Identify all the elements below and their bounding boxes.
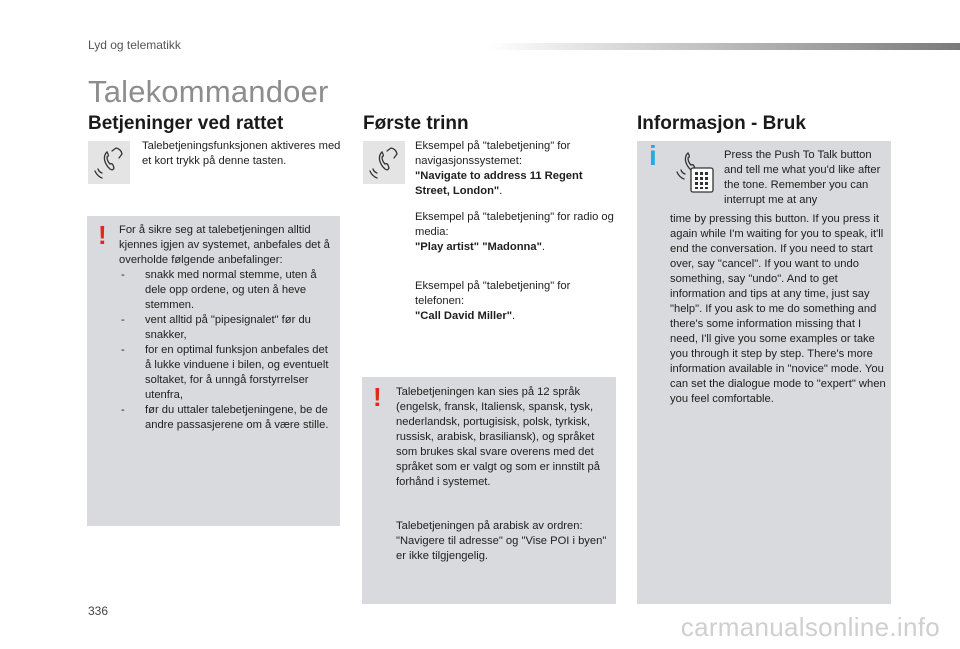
- right-column-heading: Informasjon - Bruk: [637, 113, 806, 134]
- example-radio: [415, 210, 615, 255]
- example-text: Eksempel på "talebetjening" for radio og media:: [415, 211, 614, 238]
- list-item: - for en optimal funksjon anbefales det å lukke vinduene i bilen, og eventuelt soltaket, for å unngå forstyrrelser utenfra,: [119, 343, 337, 403]
- example-phone: [415, 279, 595, 324]
- example-text: Eksempel på "talebetjening" for navigasjonssystemet:: [415, 140, 571, 167]
- left-column-heading: Betjeninger ved rattet: [88, 113, 284, 134]
- middle-warning-p2: Talebetjeningen på arabisk av ordren: "Navigere til adresse" og "Vise POI i byen" er ikke tilgjengelig.: [396, 520, 607, 562]
- page-number: 336: [88, 604, 109, 618]
- warning-icon: !: [98, 220, 107, 250]
- left-intro-text: Talebetjeningsfunksjonen aktiveres med et kort trykk på denne tasten.: [142, 140, 341, 167]
- left-warning-list: [119, 268, 337, 433]
- list-item: - snakk med normal stemme, uten å dele opp ordene, og uten å heve stemmen.: [119, 268, 337, 313]
- voice-phone-icon: [671, 150, 715, 194]
- left-warning-content: [119, 223, 337, 433]
- example-suffix: .: [541, 241, 546, 253]
- voice-command-icon: [363, 141, 405, 184]
- voice-command-icon: [88, 141, 130, 184]
- example-command: "Call David Miller": [415, 310, 513, 322]
- example-navigation: [415, 139, 611, 199]
- list-item: - før du uttaler talebetjeningene, be de andre passasjerene om å være stille.: [119, 403, 337, 433]
- example-command: "Navigate to address 11 Regent Street, London": [415, 170, 583, 197]
- right-info-text-rest: time by pressing this button. If you press it again while I'm waiting for you to speak, it'll end the conversation. If you need to start over, say "cancel". If you want to undo something, say "undo". And to get information and tips at any time, just say "help". If you ask to me do something and there's some information missing that I need, I'll give you some examples or take you through it step by step. There's more information available in "novice" mode. You can set the dialogue mode to "expert" when you feel comfortable.: [670, 213, 886, 405]
- section-label: Lyd og telematikk: [88, 38, 181, 52]
- warning-icon: !: [373, 382, 382, 412]
- info-icon: i: [649, 140, 657, 171]
- right-info-text-top: Press the Push To Talk button and tell me what you'd like after the tone. Remember you can interrupt me at any: [724, 149, 881, 206]
- example-suffix: .: [512, 310, 516, 322]
- page-title: Talekommandoer: [88, 74, 329, 109]
- middle-column-heading: Første trinn: [363, 113, 469, 134]
- left-warning-text: For å sikre seg at talebetjeningen alltid kjennes igjen av systemet, anbefales det å overholde følgende anbefalinger:: [119, 224, 330, 266]
- example-command: "Play artist" "Madonna": [415, 241, 542, 253]
- example-text: Eksempel på "talebetjening" for telefonen:: [415, 280, 571, 307]
- middle-warning-p1: Talebetjeningen kan sies på 12 språk (engelsk, fransk, Italiensk, spansk, tysk, nederlandsk, portugisisk, polsk, tyrkisk, russisk, arabisk, brasiliansk), og språket som brukes skal svare overens med det språket som er valgt og som er innstilt på forhånd i systemet.: [396, 386, 600, 488]
- example-suffix: .: [499, 185, 503, 197]
- list-item: - vent alltid på "pipesignalet" før du snakker,: [119, 313, 337, 343]
- watermark: carmanualsonline.info: [680, 612, 940, 642]
- header-gradient-bar: [488, 43, 960, 50]
